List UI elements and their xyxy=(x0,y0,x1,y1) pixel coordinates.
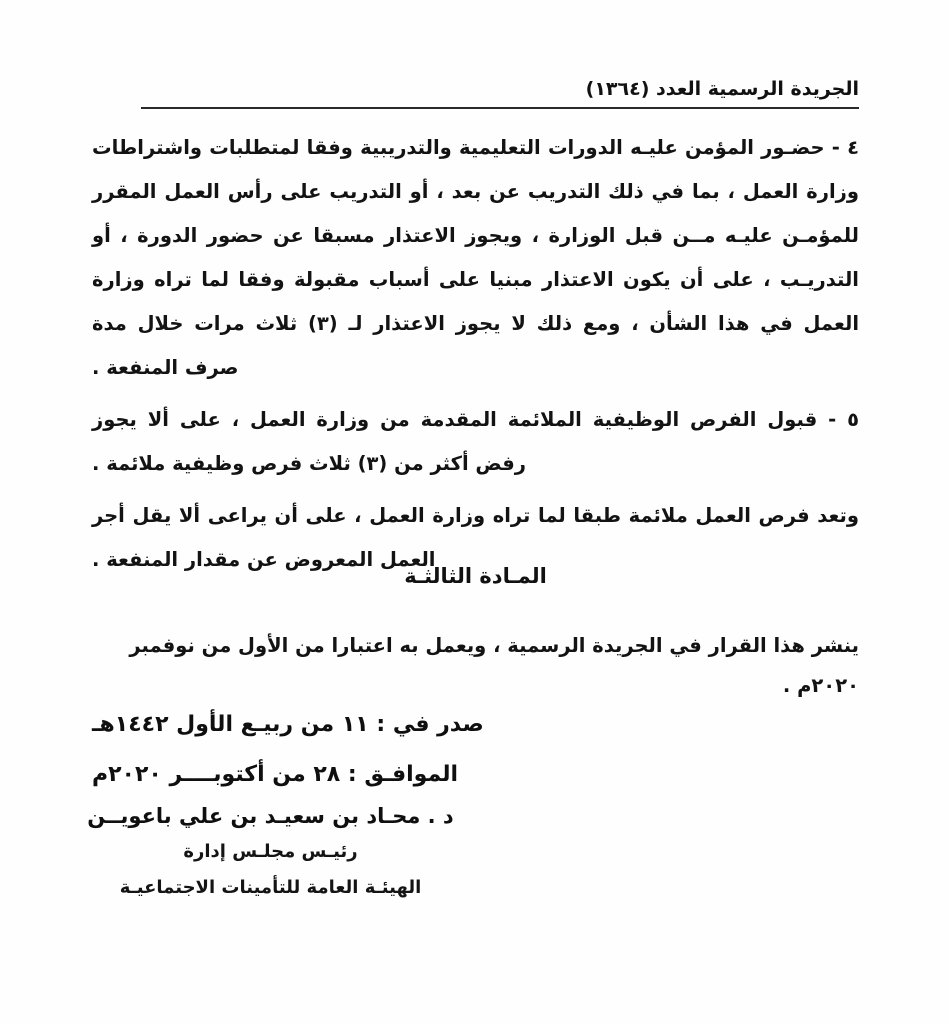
signatory-role: رئيـس مجلـس إدارة xyxy=(183,841,358,862)
date-block xyxy=(92,700,859,800)
publication-clause: ينشر هذا القرار في الجريدة الرسمية ، ويعمل به اعتبارا من الأول من نوفمبر ٢٠٢٠م . xyxy=(129,634,859,697)
document-body xyxy=(92,126,859,590)
hijri-issue-date: صدر في : ١١ من ربيـع الأول ١٤٤٢هـ xyxy=(92,712,484,737)
masthead xyxy=(141,78,859,109)
clause-item-5: ٥ - قبول الفرص الوظيفية الملائمة المقدمة من وزارة العمل ، على ألا يجوز رفض أكثر من (٣) ثلاث فرص وظيفية ملائمة . xyxy=(92,408,859,475)
gregorian-issue-date: الموافـق : ٢٨ من أكتوبــــر ٢٠٢٠م xyxy=(92,762,458,787)
suitable-work-paragraph: وتعد فرص العمل ملائمة طبقا لما تراه وزارة العمل ، على أن يراعى ألا يقل أجر العمل المعروض عن مقدار المنفعة . xyxy=(92,504,859,571)
signatory-organization: الهيئـة العامة للتأمينات الاجتماعيـة xyxy=(119,877,422,898)
article-heading-third: المـادة الثالثـة xyxy=(404,564,547,588)
signatory-name: د . محـاد بن سعيـد بن علي باعويــن xyxy=(87,804,454,828)
masthead-divider xyxy=(141,107,859,109)
signature-block xyxy=(60,798,481,906)
gazette-issue-header: الجريدة الرسمية العدد (١٣٦٤) xyxy=(585,78,859,100)
clause-item-4: ٤ - حضـور المؤمن عليـه الدورات التعليمية والتدريبية وفقا لمتطلبات واشتراطات وزارة العمل ، بما في ذلك التدريب عن بعد ، أو التدريب على رأس العمل المقرر للمؤمـن عليـه مــن قبل الوزارة ، ويجوز الاعتذار مسبقا عن حضور الدورة ، أو التدريـب ، على أن يكون الاعتذار مبنيا على أسباب مقبولة وفقا لما تراه وزارة العمل في هذا الشأن ، ومع ذلك لا يجوز الاعتذار لـ (٣) ثلاث مرات خلال مدة صرف المنفعة . xyxy=(92,136,860,379)
